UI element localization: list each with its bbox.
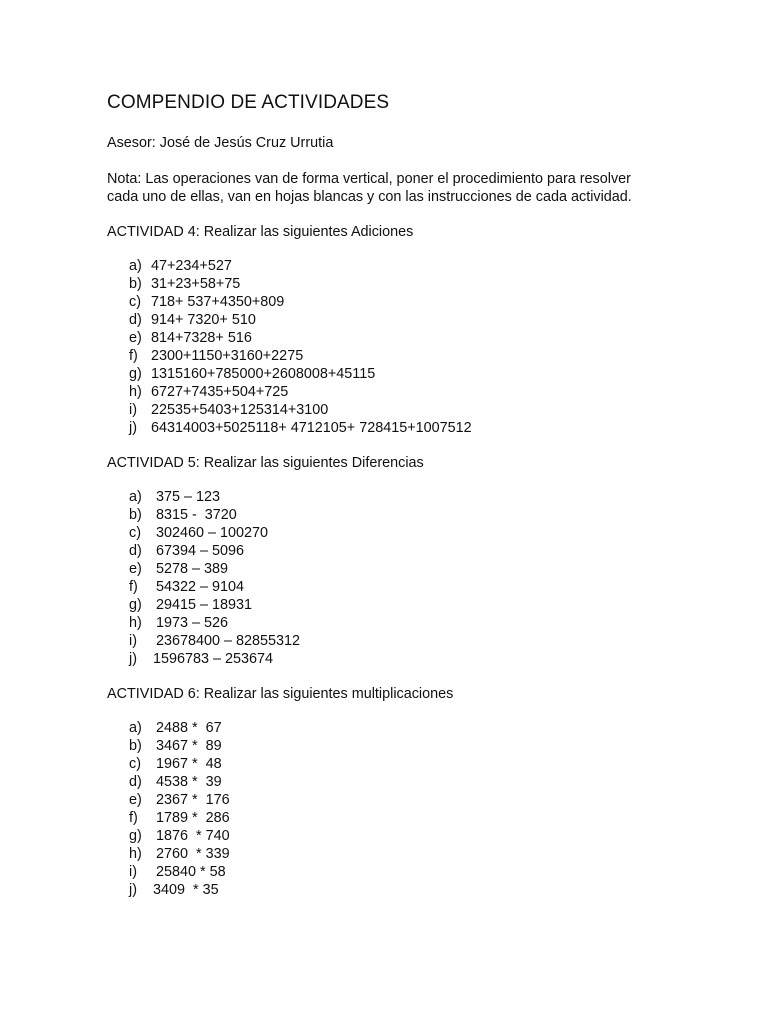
- list-item-operation: 1973 – 526: [156, 615, 229, 631]
- list-item: [129, 845, 707, 863]
- list-item-marker: c): [129, 294, 141, 310]
- list-item-operation: 64314003+5025118+ 4712105+ 728415+1007512: [151, 420, 472, 436]
- list-item-marker: d): [129, 312, 142, 328]
- note-line-1: Nota: Las operaciones van de forma vertical, poner el procedimiento para resolver: [107, 171, 631, 187]
- list-item-marker: j): [129, 651, 137, 667]
- list-item-operation: 2300+1150+3160+2275: [151, 348, 304, 364]
- list-item-marker: a): [129, 258, 142, 274]
- list-item: [129, 275, 707, 293]
- list-item: [129, 650, 707, 668]
- list-item: [129, 755, 707, 773]
- list-item: [129, 419, 707, 437]
- list-item-marker: a): [129, 489, 142, 505]
- list-item-marker: a): [129, 720, 142, 736]
- list-item: [129, 257, 707, 275]
- list-item: [129, 347, 707, 365]
- activity-4-heading: ACTIVIDAD 4: Realizar las siguientes Adiciones: [107, 224, 414, 240]
- list-item-marker: h): [129, 384, 142, 400]
- list-item-operation: 1876 * 740: [156, 828, 230, 844]
- list-item: [129, 488, 707, 506]
- list-item-marker: i): [129, 402, 137, 418]
- list-item-operation: 22535+5403+125314+3100: [151, 402, 329, 418]
- list-item-operation: 914+ 7320+ 510: [151, 312, 256, 328]
- list-item-marker: e): [129, 792, 142, 808]
- activity-4-section: [107, 223, 707, 437]
- document-title: COMPENDIO DE ACTIVIDADES: [107, 92, 390, 113]
- list-item-operation: 1596783 – 253674: [153, 651, 274, 667]
- list-item-operation: 8315 - 3720: [156, 507, 237, 523]
- list-item-operation: 23678400 – 82855312: [156, 633, 301, 649]
- list-item-marker: e): [129, 330, 142, 346]
- list-item-marker: g): [129, 828, 142, 844]
- list-item: [129, 596, 707, 614]
- list-item: [129, 773, 707, 791]
- list-item: [129, 560, 707, 578]
- list-item: [129, 827, 707, 845]
- list-item-marker: d): [129, 543, 142, 559]
- list-item-operation: 718+ 537+4350+809: [151, 294, 285, 310]
- list-item: [129, 311, 707, 329]
- list-item: [129, 863, 707, 881]
- document-page: [107, 90, 707, 916]
- list-item: [129, 542, 707, 560]
- list-item: [129, 614, 707, 632]
- list-item-marker: d): [129, 774, 142, 790]
- list-item-marker: j): [129, 420, 137, 436]
- list-item: [129, 809, 707, 827]
- list-item-operation: 67394 – 5096: [156, 543, 245, 559]
- note-line-2: cada uno de ellas, van en hojas blancas y con las instrucciones de cada actividad.: [107, 189, 632, 205]
- list-item: [129, 506, 707, 524]
- list-item-marker: h): [129, 615, 142, 631]
- activity-5-heading: ACTIVIDAD 5: Realizar las siguientes Diferencias: [107, 455, 424, 471]
- list-item-marker: f): [129, 810, 138, 826]
- list-item: [129, 737, 707, 755]
- list-item-operation: 1315160+785000+2608008+45115: [151, 366, 376, 382]
- list-item-operation: 375 – 123: [156, 489, 221, 505]
- activity-6-list: [129, 719, 707, 899]
- list-item-operation: 2760 * 339: [156, 846, 230, 862]
- activity-6-section: [107, 685, 707, 899]
- list-item: [129, 578, 707, 596]
- list-item-operation: 814+7328+ 516: [151, 330, 252, 346]
- list-item-marker: e): [129, 561, 142, 577]
- list-item-marker: i): [129, 633, 137, 649]
- list-item-operation: 29415 – 18931: [156, 597, 253, 613]
- list-item-marker: c): [129, 525, 141, 541]
- list-item: [129, 632, 707, 650]
- list-item-operation: 4538 * 39: [156, 774, 222, 790]
- list-item-operation: 6727+7435+504+725: [151, 384, 289, 400]
- list-item: [129, 329, 707, 347]
- note-paragraph: [107, 170, 707, 206]
- activity-5-list: [129, 488, 707, 668]
- list-item-marker: g): [129, 597, 142, 613]
- activity-4-list: [129, 257, 707, 437]
- list-item-operation: 302460 – 100270: [156, 525, 269, 541]
- list-item-marker: i): [129, 864, 137, 880]
- list-item-operation: 25840 * 58: [156, 864, 226, 880]
- list-item: [129, 791, 707, 809]
- list-item: [129, 719, 707, 737]
- list-item-marker: f): [129, 348, 138, 364]
- list-item-marker: j): [129, 882, 137, 898]
- list-item-marker: b): [129, 738, 142, 754]
- list-item: [129, 365, 707, 383]
- list-item: [129, 524, 707, 542]
- advisor-line: Asesor: José de Jesús Cruz Urrutia: [107, 135, 334, 151]
- list-item-marker: c): [129, 756, 141, 772]
- list-item-operation: 31+23+58+75: [151, 276, 241, 292]
- list-item-marker: h): [129, 846, 142, 862]
- list-item: [129, 383, 707, 401]
- list-item-marker: b): [129, 507, 142, 523]
- list-item-operation: 1967 * 48: [156, 756, 222, 772]
- list-item: [129, 881, 707, 899]
- list-item-operation: 2367 * 176: [156, 792, 230, 808]
- list-item-marker: b): [129, 276, 142, 292]
- list-item-marker: f): [129, 579, 138, 595]
- list-item-marker: g): [129, 366, 142, 382]
- list-item-operation: 3409 * 35: [153, 882, 219, 898]
- list-item-operation: 1789 * 286: [156, 810, 230, 826]
- list-item-operation: 5278 – 389: [156, 561, 229, 577]
- list-item-operation: 3467 * 89: [156, 738, 222, 754]
- list-item: [129, 293, 707, 311]
- list-item: [129, 401, 707, 419]
- activity-5-section: [107, 454, 707, 668]
- activity-6-heading: ACTIVIDAD 6: Realizar las siguientes multiplicaciones: [107, 686, 454, 702]
- list-item-operation: 54322 – 9104: [156, 579, 245, 595]
- list-item-operation: 47+234+527: [151, 258, 232, 274]
- list-item-operation: 2488 * 67: [156, 720, 222, 736]
